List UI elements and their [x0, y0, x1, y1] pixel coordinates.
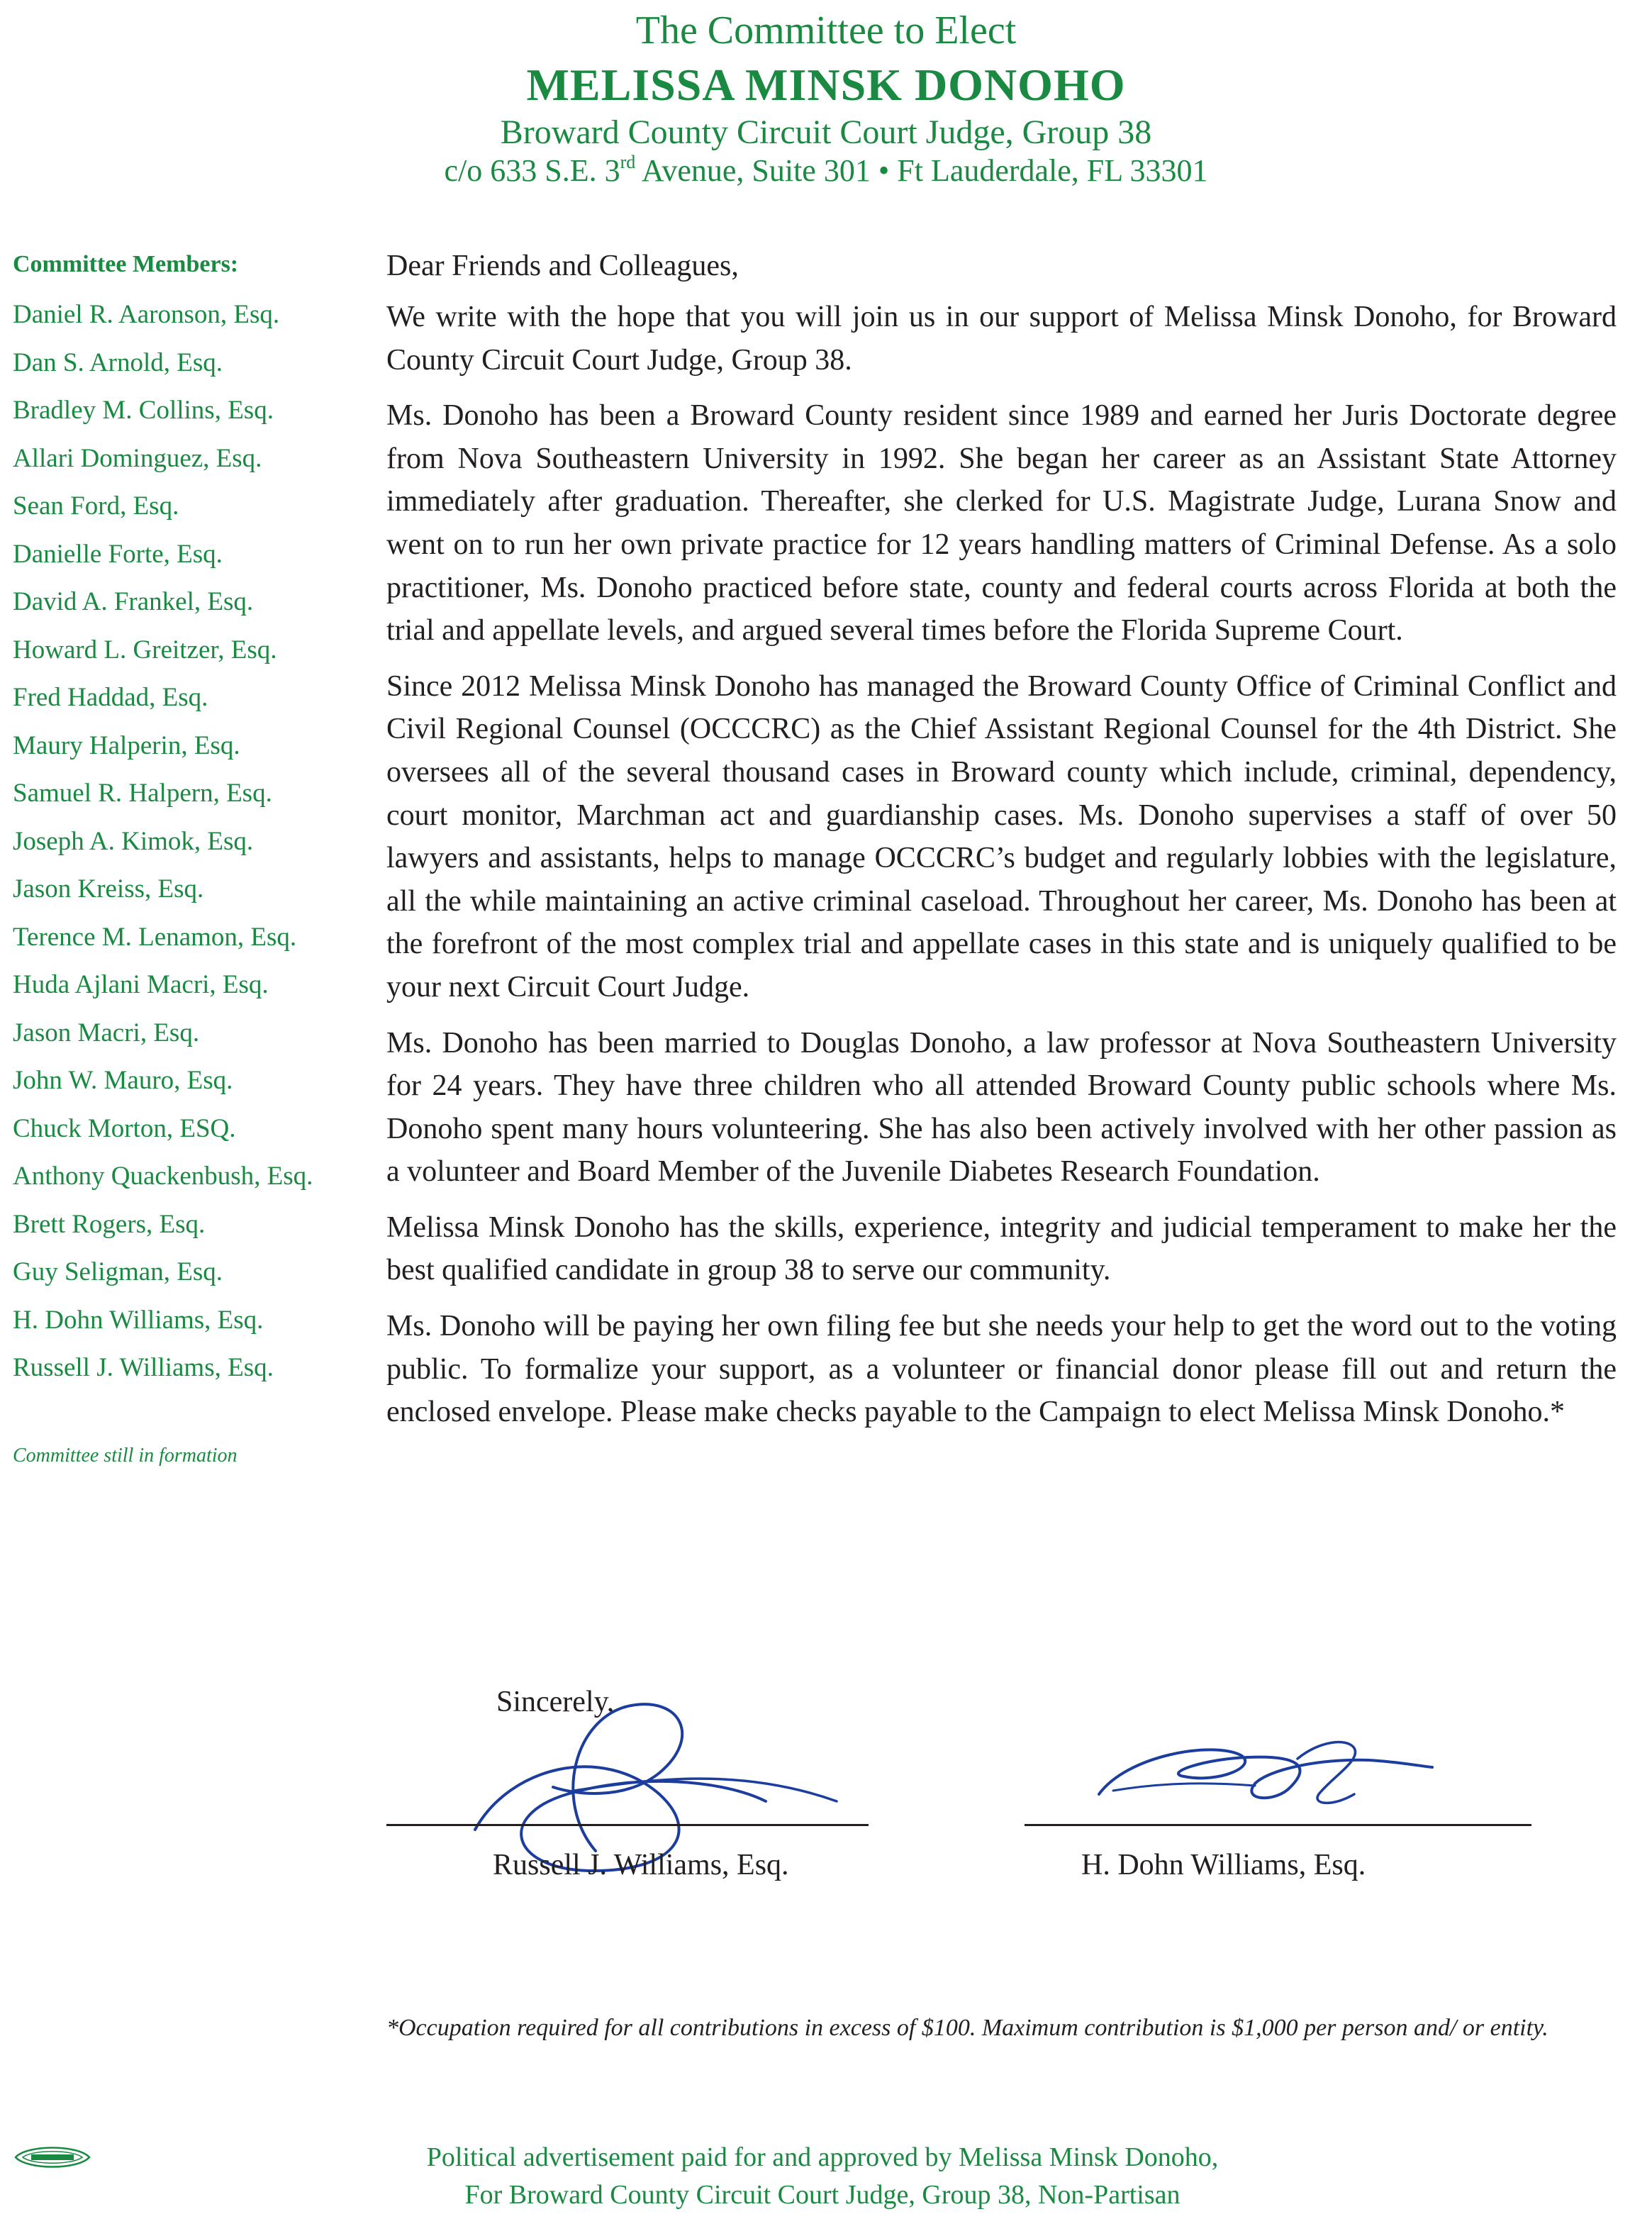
- committee-member: Danielle Forte, Esq.: [13, 539, 223, 569]
- committee-member: Chuck Morton, ESQ.: [13, 1113, 236, 1143]
- committee-member: Russell J. Williams, Esq.: [13, 1353, 274, 1382]
- salutation: Dear Friends and Colleagues,: [386, 250, 739, 282]
- committee-line: The Committee to Elect: [635, 9, 1017, 52]
- disclaimer-line-2: For Broward County Circuit Court Judge, Group 38, Non-Partisan: [464, 2180, 1181, 2210]
- signature-line: [1025, 1824, 1531, 1826]
- letter-paragraph: Since 2012 Melissa Minsk Donoho has managed the Broward County Office of Criminal Conflict and Civil Regional Counsel (OCCCRC) as the Chief Assistant Regional Counsel for the 4th District. She oversees all of the several thousand cases in Broward county which include, criminal, dependency, court monitor, Marchman act and guardianship cases. Ms. Donoho supervises a staff of over 50 lawyers and assistants, helps to manage OCCCRC’s budget and regularly lobbies with the legislature, all the while maintaining an active criminal caseload. Throughout her career, Ms. Donoho has been at the forefront of the most complex trial and appellate cases in this state and is uniquely qualified to be your next Circuit Court Judge.: [386, 669, 1617, 1003]
- political-ad-disclaimer: [340, 2139, 1305, 2214]
- committee-member: Huda Ajlani Macri, Esq.: [13, 970, 269, 999]
- letter-paragraph: Ms. Donoho has been married to Douglas Donoho, a law professor at Nova Southeastern University for 24 years. They have three children who all attended Broward County public schools where Ms. Donoho spent many hours volunteering. She has also been actively involved with her other passion as a volunteer and Board Member of the Juvenile Diabetes Research Foundation.: [386, 1026, 1617, 1189]
- committee-note: Committee still in formation: [13, 1444, 238, 1467]
- committee-sidebar: [13, 247, 367, 1470]
- signer-name: H. Dohn Williams, Esq.: [1081, 1849, 1366, 1881]
- committee-member: Samuel R. Halpern, Esq.: [13, 779, 272, 808]
- disclaimer-line-1: Political advertisement paid for and approved by Melissa Minsk Donoho,: [426, 2142, 1219, 2172]
- committee-member: Allari Dominguez, Esq.: [13, 443, 262, 473]
- committee-member: Fred Haddad, Esq.: [13, 683, 208, 712]
- committee-member: Anthony Quackenbush, Esq.: [13, 1162, 313, 1191]
- letter-paragraph: Ms. Donoho will be paying her own filing fee but she needs your help to get the word out to the voting public. To formalize your support, as a volunteer or financial donor please fill out and return the enclosed envelope. Please make checks payable to the Campaign to elect Melissa Minsk Donoho.*: [386, 1310, 1617, 1429]
- candidate-name: MELISSA MINSK DONOHO: [526, 60, 1126, 110]
- letter-body: [386, 245, 1617, 1447]
- closing: Sincerely,: [496, 1686, 615, 1718]
- letter-paragraph: Ms. Donoho has been a Broward County resident since 1989 and earned her Juris Doctorate degree from Nova Southeastern University in 1992. She began her career as an Assistant State Attorney immediately after graduation. Thereafter, she clerked for U.S. Magistrate Judge, Lurana Snow and went on to run her own private practice for 12 years handling matters of Criminal Defense. As a solo practitioner, Ms. Donoho practiced before state, county and federal courts across Florida at both the trial and appellate levels, and argued several times before the Florida Supreme Court.: [386, 399, 1617, 647]
- committee-member: Howard L. Greitzer, Esq.: [13, 635, 277, 664]
- committee-member: Dan S. Arnold, Esq.: [13, 347, 223, 377]
- committee-member: Maury Halperin, Esq.: [13, 730, 240, 760]
- address-superscript: rd: [620, 152, 636, 172]
- committee-members-heading: Committee Members:: [13, 251, 239, 277]
- address-line: [0, 150, 1652, 191]
- signature-line: [386, 1824, 869, 1826]
- committee-member: Jason Kreiss, Esq.: [13, 874, 204, 903]
- committee-member: Terence M. Lenamon, Esq.: [13, 922, 297, 952]
- committee-member: H. Dohn Williams, Esq.: [13, 1305, 264, 1335]
- committee-member: Jason Macri, Esq.: [13, 1018, 200, 1047]
- office-title: Broward County Circuit Court Judge, Group 38: [500, 113, 1152, 151]
- committee-member: Bradley M. Collins, Esq.: [13, 396, 274, 425]
- union-label-icon: [13, 2140, 92, 2174]
- signature-dohn: [1085, 1716, 1453, 1823]
- committee-member-list: [13, 291, 367, 1392]
- committee-member: Guy Seligman, Esq.: [13, 1257, 223, 1286]
- address-prefix: c/o 633 S.E. 3: [444, 153, 620, 188]
- letter-paragraph: We write with the hope that you will join us in our support of Melissa Minsk Donoho, for Broward County Circuit Court Judge, Group 38.: [386, 301, 1617, 377]
- footnote: *Occupation required for all contributions in excess of $100. Maximum contribution is $1,000 per person and/ or entity.: [386, 2015, 1548, 2041]
- address-suffix: Avenue, Suite 301 • Ft Lauderdale, FL 33301: [635, 153, 1208, 188]
- committee-member: Brett Rogers, Esq.: [13, 1209, 206, 1239]
- letter-paragraph: Melissa Minsk Donoho has the skills, experience, integrity and judicial temperament to make her the best qualified candidate in group 38 to serve our community.: [386, 1211, 1617, 1287]
- committee-member: John W. Mauro, Esq.: [13, 1066, 233, 1095]
- committee-member: Sean Ford, Esq.: [13, 491, 179, 521]
- signer-name: Russell J. Williams, Esq.: [493, 1849, 789, 1881]
- committee-member: Daniel R. Aaronson, Esq.: [13, 300, 280, 329]
- committee-member: Joseph A. Kimok, Esq.: [13, 826, 254, 856]
- committee-member: David A. Frankel, Esq.: [13, 587, 254, 616]
